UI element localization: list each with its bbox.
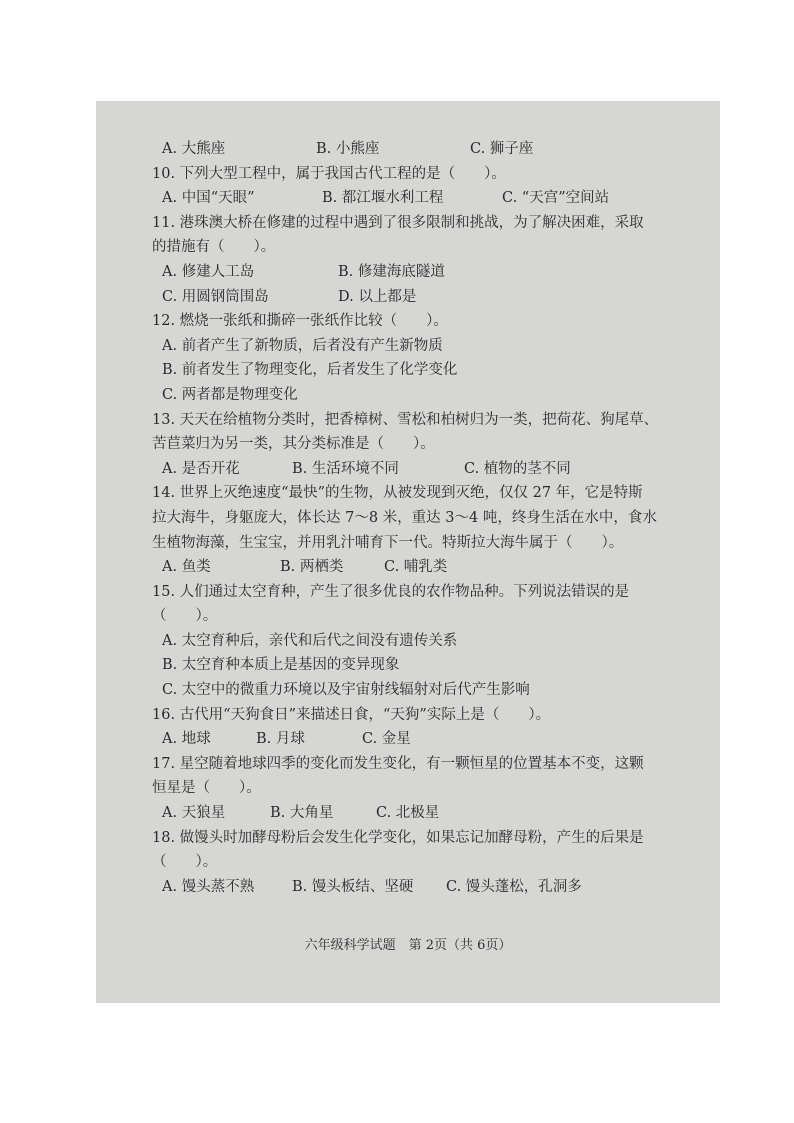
q10-option-b: B. 都江堰水利工程 (322, 190, 444, 207)
q13-stem: 13. 天天在给植物分类时，把香樟树、雪松和柏树归为一类，把荷花、狗尾草、 (152, 411, 659, 428)
q17-stem-cont: 恒星是（ ）。 (152, 780, 261, 797)
q15-option-a: A. 太空育种后，亲代和后代之间没有遗传关系 (162, 632, 458, 649)
q12-option-c: C. 两者都是物理变化 (162, 386, 298, 403)
q11-options-row1 (152, 260, 688, 285)
q18-options (152, 875, 688, 900)
q11-option-b: B. 修建海底隧道 (338, 263, 445, 280)
q18-stem: 18. 做馒头时加酵母粉后会发生化学变化，如果忘记加酵母粉，产生的后果是 (152, 829, 644, 846)
q15-option-b: B. 太空育种本质上是基因的变异现象 (162, 657, 400, 674)
q9-option-b: B. 小熊座 (316, 141, 380, 157)
q12-option-b: B. 前者发生了物理变化，后者发生了化学变化 (162, 362, 458, 379)
q10-options (152, 186, 688, 211)
q15-option-c: C. 太空中的微重力环境以及宇宙射线辐射对后代产生影响 (162, 682, 530, 699)
q17-stem: 17. 星空随着地球四季的变化而发生变化，有一颗恒星的位置基本不变，这颗 (152, 755, 644, 772)
q11-option-c: C. 用圆钢筒围岛 (162, 288, 269, 305)
q16-option-a: A. 地球 (162, 731, 211, 748)
q10-option-a: A. 中国“天眼” (162, 190, 255, 207)
q17-option-a: A. 天狼星 (162, 805, 226, 822)
q14-options (152, 555, 688, 580)
q14-stem: 14. 世界上灭绝速度“最快”的生物，从被发现到灭绝，仅仅 27 年，它是特斯 (152, 485, 643, 502)
q14-stem-cont1: 拉大海牛，身躯庞大，体长达 7～8 米，重达 3～4 吨，终身生活在水中，食水 (152, 509, 657, 526)
q13-stem-cont: 苦苣菜归为另一类，其分类标准是（ ）。 (152, 436, 435, 453)
q11-option-d: D. 以上都是 (338, 288, 417, 305)
q16-options (152, 727, 688, 752)
q9-option-a: A. 大熊座 (162, 141, 226, 157)
q13-option-a: A. 是否开花 (162, 460, 240, 477)
q12-stem: 12. 燃烧一张纸和撕碎一张纸作比较（ ）。 (152, 313, 448, 330)
exam-content (152, 137, 688, 899)
q11-stem-cont: 的措施有（ ）。 (152, 239, 276, 256)
q15-stem-cont: （ ）。 (152, 608, 218, 625)
q9-options (152, 137, 688, 162)
q15-stem: 15. 人们通过太空育种，产生了很多优良的农作物品种。下列说法错误的是 (152, 583, 630, 600)
q18-option-c: C. 馒头蓬松，孔洞多 (446, 878, 582, 895)
q17-options (152, 801, 688, 826)
q10-option-c: C. “天宫”空间站 (502, 190, 610, 207)
q13-option-c: C. 植物的茎不同 (464, 460, 571, 477)
q11-stem: 11. 港珠澳大桥在修建的过程中遇到了很多限制和挑战，为了解决困难，采取 (152, 214, 644, 231)
q18-option-a: A. 馒头蒸不熟 (162, 878, 255, 895)
q14-option-a: A. 鱼类 (162, 559, 211, 576)
q14-option-c: C. 哺乳类 (384, 559, 448, 576)
q13-options (152, 457, 688, 482)
q18-stem-cont: （ ）。 (152, 854, 218, 871)
q18-option-b: B. 馒头板结、坚硬 (292, 878, 414, 895)
q17-option-c: C. 北极星 (376, 805, 440, 822)
q16-option-c: C. 金星 (362, 731, 411, 748)
q14-option-b: B. 两栖类 (280, 559, 344, 576)
q17-option-b: B. 大角星 (270, 805, 334, 822)
q16-stem: 16. 古代用“天狗食日”来描述日食，“天狗”实际上是（ ）。 (152, 706, 551, 723)
q11-options-row2 (152, 285, 688, 310)
q16-option-b: B. 月球 (256, 731, 305, 748)
q14-stem-cont2: 生植物海藻，生宝宝，并用乳汁哺育下一代。特斯拉大海牛属于（ ）。 (152, 534, 624, 551)
page-footer: 六年级科学试题 第 2页（共 6页） (304, 938, 512, 953)
q9-option-c: C. 狮子座 (470, 141, 534, 157)
q12-option-a: A. 前者产生了新物质，后者没有产生新物质 (162, 337, 443, 354)
exam-page (96, 101, 720, 1003)
q11-option-a: A. 修建人工岛 (162, 263, 255, 280)
q10-stem: 10. 下列大型工程中，属于我国古代工程的是（ ）。 (152, 165, 506, 182)
q13-option-b: B. 生活环境不同 (292, 460, 399, 477)
